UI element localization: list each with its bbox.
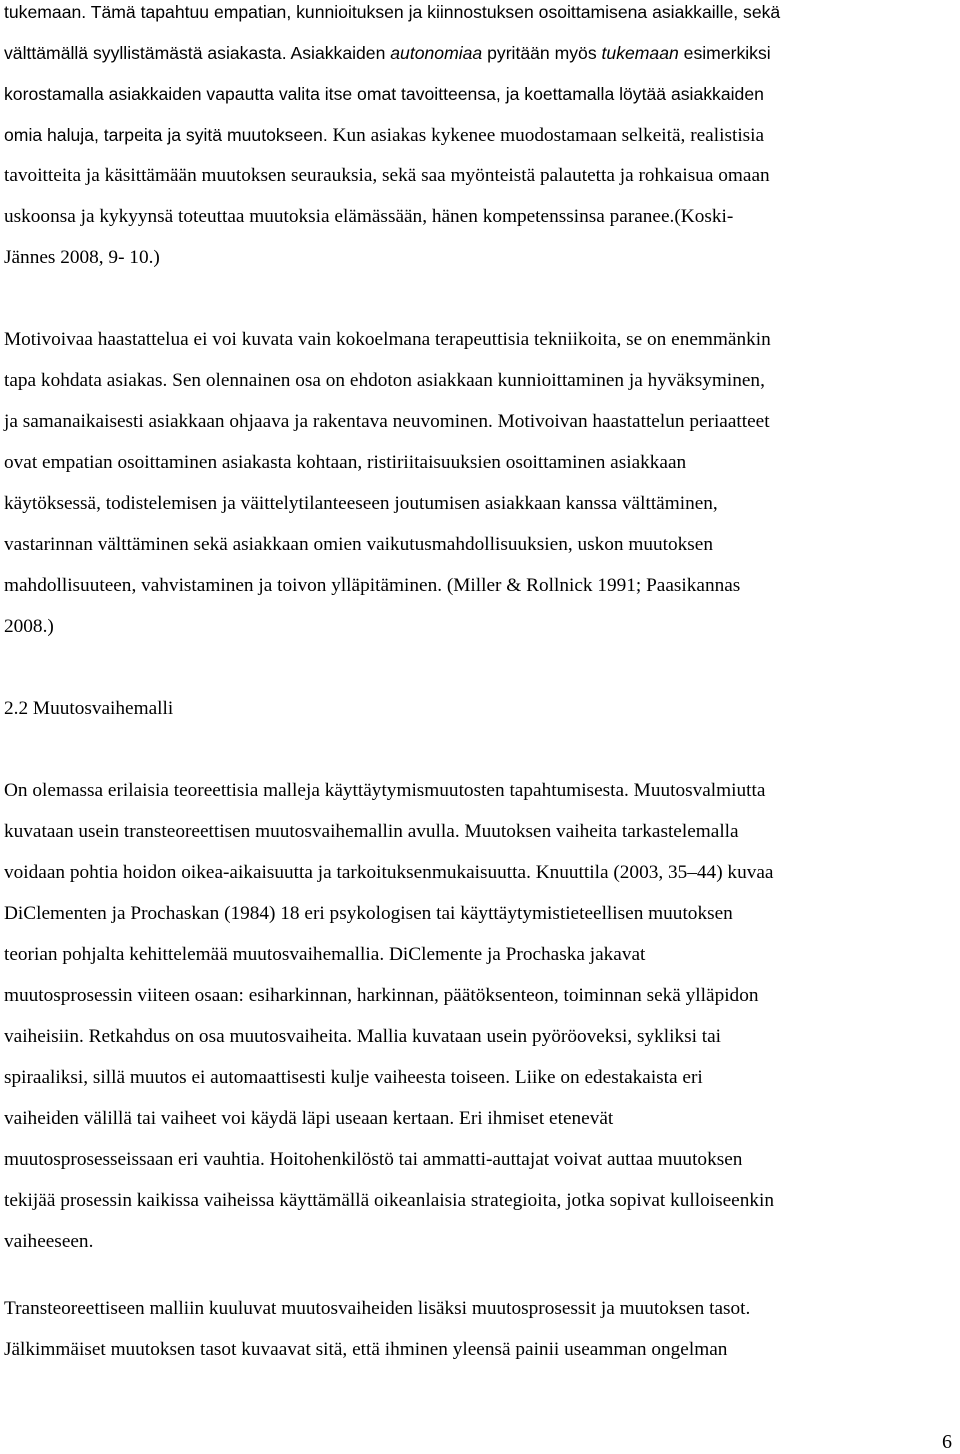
text-run: DiClementen ja Prochaskan (1984) 18 eri psykologisen tai käyttäytymistieteellisen muutoksen	[4, 903, 733, 924]
text-run: muutosprosessin viiteen osaan: esiharkinnan, harkinnan, päätöksenteon, toiminnan sekä ylläpidon	[4, 985, 759, 1006]
text-line	[4, 164, 770, 188]
text-run: tekijää prosessin kaikissa vaiheissa käyttämällä oikeanlaisia strategioita, jotka sopivat kulloiseenkin	[4, 1190, 774, 1211]
text-line	[4, 82, 764, 106]
text-line	[4, 574, 740, 598]
text-line	[4, 492, 718, 516]
text-run: vaiheiden välillä tai vaiheet voi käydä läpi useaan kertaan. Eri ihmiset etenevät	[4, 1108, 614, 1129]
text-line	[4, 1230, 93, 1254]
text-line	[4, 205, 733, 229]
text-run: On olemassa erilaisia teoreettisia malleja käyttäytymismuutosten tapahtumisesta. Muutosvalmiutta	[4, 780, 766, 801]
text-run: tapa kohdata asiakas.	[4, 370, 168, 391]
text-run: ja samanaikaisesti asiakkaan ohjaava ja rakentava neuvominen.	[4, 411, 493, 432]
text-run: Motivoivaa haastattelua ei voi kuvata vain kokoelmana terapeuttisia tekniikoita, se on enemmänkin	[4, 329, 771, 350]
text-run: muutosprosesseissaan eri vauhtia. Hoitohenkilöstö tai ammatti-auttajat voivat auttaa muutoksen	[4, 1149, 743, 1170]
text-line	[4, 41, 771, 65]
text-line	[4, 1107, 613, 1131]
text-line	[4, 861, 773, 885]
section-heading: 2.2 Muutosvaihemalli	[4, 698, 174, 719]
text-run: voidaan pohtia hoidon oikea-aikaisuutta ja tarkoituksenmukaisuutta. Knuuttila (2003, 35–44) kuvaa	[4, 862, 774, 883]
text-line	[4, 410, 770, 434]
text-run: ovat empatian osoittaminen asiakasta kohtaan, ristiriitaisuuksien osoittaminen asiakkaan	[4, 452, 687, 473]
text-run: pyritään myös	[482, 43, 602, 63]
text-run: omia haluja, tarpeita ja syitä muutokseen.	[4, 125, 328, 145]
text-line	[4, 246, 160, 270]
text-run: teorian pohjalta kehittelemää muutosvaihemallia. DiClemente ja Prochaska jakavat	[4, 944, 646, 965]
text-line	[4, 123, 764, 147]
text-run: välttämällä syyllistämästä asiakasta.	[4, 43, 291, 63]
text-line	[4, 328, 771, 352]
text-line	[4, 1297, 750, 1321]
text-run: Sen olennainen osa on ehdoton asiakkaan kunnioittaminen ja hyväksyminen,	[167, 370, 765, 391]
text-run: 2008.)	[4, 616, 54, 637]
text-line	[4, 1189, 774, 1213]
text-run: käytöksessä, todistelemisen ja väittelytilanteeseen joutumisen asiakkaan kanssa välttäminen,	[4, 493, 718, 514]
text-run: Jännes 2008, 9- 10.)	[4, 247, 160, 268]
text-line	[4, 1338, 727, 1362]
text-run: kuvataan usein transteoreettisen muutosvaihemallin avulla. Muutoksen vaiheita tarkastelemalla	[4, 821, 739, 842]
text-run: Kun asiakas kykenee muodostamaan selkeitä, realistisia	[327, 125, 765, 146]
text-line	[4, 1148, 742, 1172]
page-number: 6	[942, 1431, 952, 1453]
text-line	[4, 779, 765, 803]
text-run: uskoonsa ja kykyynsä toteuttaa muutoksia elämässään, hänen kompetenssinsa paranee.(Koski-	[4, 206, 734, 227]
text-line	[4, 1066, 703, 1090]
text-line	[4, 902, 733, 926]
text-run: vastarinnan välttäminen sekä asiakkaan omien vaikutusmahdollisuuksien, uskon muutoksen	[4, 534, 713, 555]
text-run: korostamalla asiakkaiden vapautta valita itse omat tavoitteensa, ja koettamalla löytää asiakkaiden	[4, 84, 764, 104]
text-line	[4, 369, 765, 393]
text-run: Jälkimmäiset muutoksen tasot kuvaavat sitä, että ihminen yleensä painii useamman ongelman	[4, 1339, 728, 1360]
text-line	[4, 451, 686, 475]
text-run: vaiheisiin. Retkahdus on osa muutosvaiheita. Mallia kuvataan usein pyöröoveksi, sykliksi tai	[4, 1026, 722, 1047]
text-line	[4, 1025, 721, 1049]
text-line	[4, 615, 54, 639]
text-run: Transteoreettiseen malliin kuuluvat muutosvaiheiden lisäksi muutosprosessit ja muutoksen tasot.	[4, 1298, 751, 1319]
text-line	[4, 820, 739, 844]
text-run: Motivoivan haastattelun periaatteet	[492, 411, 770, 432]
text-run: spiraaliksi, sillä muutos ei automaattisesti kulje vaiheesta toiseen. Liike on edestakaista eri	[4, 1067, 703, 1088]
text-run: tavoitteita ja käsittämään muutoksen seurauksia, sekä saa myönteistä palautetta ja rohkaisua omaan	[4, 165, 770, 186]
text-run: esimerkiksi	[678, 43, 771, 63]
italic-term: autonomiaa	[390, 43, 483, 63]
text-line	[4, 984, 758, 1008]
text-run: tukemaan. Tämä tapahtuu empatian, kunnioituksen ja kiinnostuksen osoittamisena asiakkaille, sekä	[4, 2, 781, 22]
text-line	[4, 533, 713, 557]
text-run: mahdollisuuteen, vahvistaminen ja toivon ylläpitäminen. (Miller & Rollnick 1991; Paasikannas	[4, 575, 741, 596]
text-run: Asiakkaiden	[290, 43, 391, 63]
text-line	[4, 943, 645, 967]
text-line	[4, 0, 780, 24]
text-run: vaiheeseen.	[4, 1231, 94, 1252]
italic-term: tukemaan	[601, 43, 679, 63]
